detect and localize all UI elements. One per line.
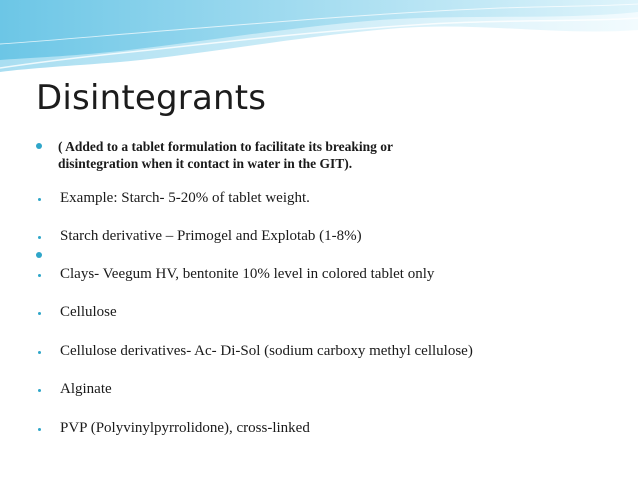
bullet-icon: [38, 236, 41, 239]
bullet-icon: [38, 351, 41, 354]
list-item-text: Clays- Veegum HV, bentonite 10% level in colored tablet only: [60, 266, 435, 282]
bullet-icon: [38, 198, 41, 201]
bullet-icon: [38, 428, 41, 431]
list-item-text: Cellulose: [60, 304, 117, 320]
list-item-text: PVP (Polyvinylpyrrolidone), cross-linked: [60, 420, 310, 436]
note-line-1: ( Added to a tablet formulation to facilitate its breaking or: [58, 139, 393, 154]
bullet-icon: [38, 389, 41, 392]
list-item-text: Cellulose derivatives- Ac- Di-Sol (sodium carboxy methyl cellulose): [60, 343, 473, 359]
bullet-icon: [38, 312, 41, 315]
bullet-icon: [36, 143, 42, 149]
note-line-2: disintegration when it contact in water in the GIT).: [58, 156, 353, 171]
bullet-icon: [38, 274, 41, 277]
list-item-text: Example: Starch- 5-20% of tablet weight.: [60, 190, 310, 206]
list-item-text: Starch derivative – Primogel and Explotab (1-8%): [60, 228, 362, 244]
bullet-icon: [36, 252, 42, 258]
list-item-text: Alginate: [60, 381, 112, 397]
slide-title: Disintegrants: [36, 78, 267, 118]
